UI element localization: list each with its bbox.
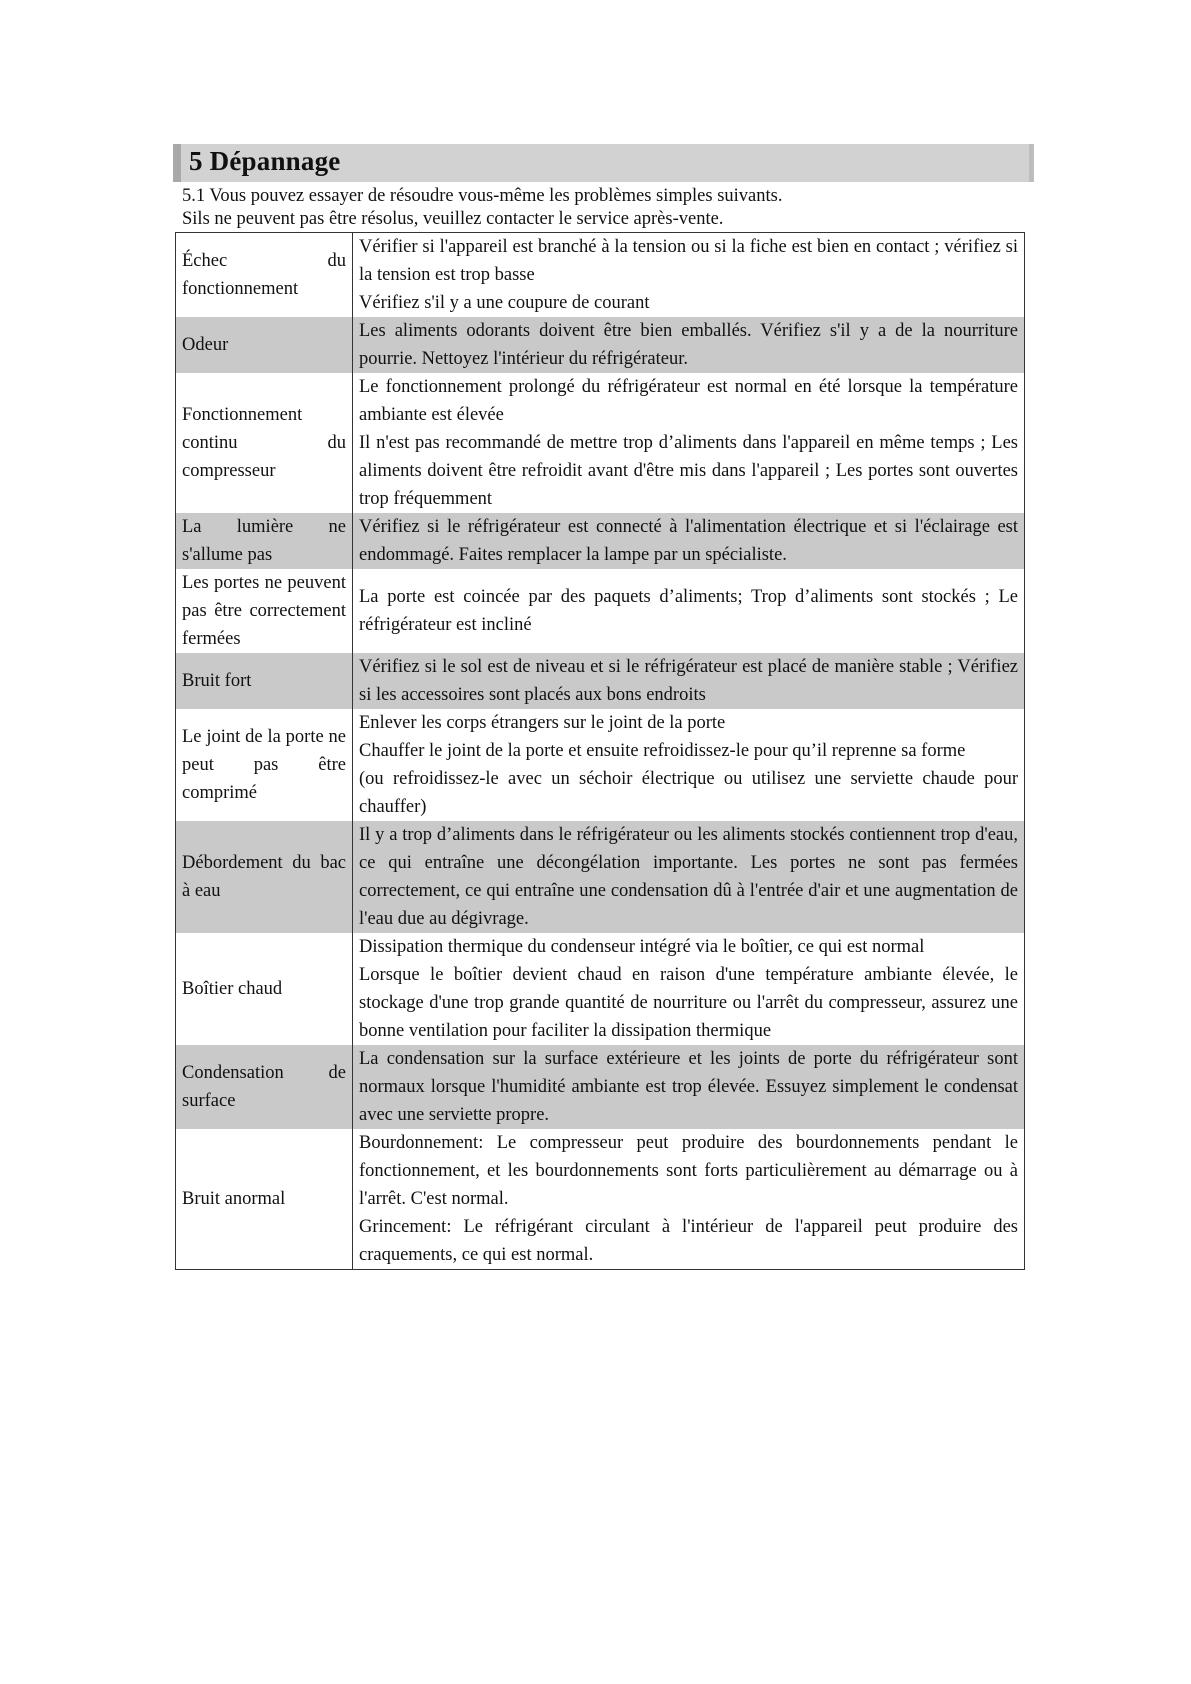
solution-cell [353, 709, 1025, 821]
solution-cell [353, 1129, 1025, 1270]
solution-line: Chauffer le joint de la porte et ensuite refroidissez-le pour qu’il reprenne sa forme [359, 741, 966, 761]
table-row [176, 1129, 1025, 1270]
solution-cell [353, 373, 1025, 513]
problem-cell: Odeur [176, 317, 353, 373]
solution-line: Il n'est pas recommandé de mettre trop d’aliments dans l'appareil en même temps ; Les aliments doivent être refroidit avant d'être mis dans l'appareil ; Les portes sont ouvertes trop fréquemment [359, 433, 1018, 509]
table-row [176, 513, 1025, 569]
table-row [176, 233, 1025, 318]
problem-cell: Les portes ne peuvent pas être correctement fermées [176, 569, 353, 653]
solution-line: Lorsque le boîtier devient chaud en raison d'une température ambiante élevée, le stockage d'une trop grande quantité de nourriture ou l'arrêt du compresseur, assurez une bonne ventilation pour faciliter la dissipation thermique [359, 965, 1018, 1041]
solution-cell [353, 653, 1025, 709]
solution-line: Vérifiez si le sol est de niveau et si le réfrigérateur est placé de manière stable ; Vérifiez si les accessoires sont placés aux bons endroits [359, 657, 1018, 705]
solution-cell [353, 821, 1025, 933]
table-row [176, 653, 1025, 709]
solution-line: Dissipation thermique du condenseur intégré via le boîtier, ce qui est normal [359, 937, 925, 957]
solution-line: Les aliments odorants doivent être bien emballés. Vérifiez s'il y a de la nourriture pourrie. Nettoyez l'intérieur du réfrigérateur. [359, 321, 1018, 369]
solution-line: Vérifiez s'il y a une coupure de courant [359, 293, 650, 313]
troubleshooting-table [175, 232, 1025, 1270]
problem-cell: Fonctionnement continu du compresseur [176, 373, 353, 513]
section-header [173, 144, 1034, 182]
problem-cell: Condensation de surface [176, 1045, 353, 1129]
solution-line: La porte est coincée par des paquets d’aliments; Trop d’aliments sont stockés ; Le réfrigérateur est incliné [359, 587, 1018, 635]
solution-line: Il y a trop d’aliments dans le réfrigérateur ou les aliments stockés contiennent trop d'eau, ce qui entraîne une décongélation importante. Les portes ne sont pas fermées correctement, ce qui entraîne une condensation dû à l'entrée d'air et une augmentation de l'eau due au dégivrage. [359, 825, 1018, 929]
solution-cell [353, 233, 1025, 318]
problem-cell: Débordement du bac à eau [176, 821, 353, 933]
solution-line: Vérifiez si le réfrigérateur est connecté à l'alimentation électrique et si l'éclairage est endommagé. Faites remplacer la lampe par un spécialiste. [359, 517, 1018, 565]
table-row [176, 821, 1025, 933]
solution-cell [353, 317, 1025, 373]
solution-line: Grincement: Le réfrigérant circulant à l'intérieur de l'appareil peut produire des craquements, ce qui est normal. [359, 1217, 1018, 1265]
table-row [176, 1045, 1025, 1129]
solution-line: Le fonctionnement prolongé du réfrigérateur est normal en été lorsque la température ambiante est élevée [359, 377, 1018, 425]
solution-cell [353, 933, 1025, 1045]
solution-line: La condensation sur la surface extérieure et les joints de porte du réfrigérateur sont normaux lorsque l'humidité ambiante est trop élevée. Essuyez simplement le condensat avec une serviette propre. [359, 1049, 1018, 1125]
table-row [176, 709, 1025, 821]
solution-line: (ou refroidissez-le avec un séchoir électrique ou utilisez une serviette chaude pour chauffer) [359, 769, 1018, 817]
intro-line-1: 5.1 Vous pouvez essayer de résoudre vous-même les problèmes simples suivants. [182, 186, 783, 206]
problem-cell: Boîtier chaud [176, 933, 353, 1045]
table-row [176, 569, 1025, 653]
solution-cell [353, 569, 1025, 653]
solution-line: Vérifier si l'appareil est branché à la tension ou si la fiche est bien en contact ; vérifiez si la tension est trop basse [359, 237, 1018, 285]
problem-cell: Le joint de la porte ne peut pas être comprimé [176, 709, 353, 821]
table-row [176, 373, 1025, 513]
solution-line: Bourdonnement: Le compresseur peut produire des bourdonnements pendant le fonctionnement, et les bourdonnements sont forts particulièrement au démarrage ou à l'arrêt. C'est normal. [359, 1133, 1018, 1209]
table-row [176, 933, 1025, 1045]
problem-cell: La lumière ne s'allume pas [176, 513, 353, 569]
solution-cell [353, 1045, 1025, 1129]
intro-line-2: Sils ne peuvent pas être résolus, veuillez contacter le service après-vente. [182, 209, 724, 229]
problem-cell: Bruit anormal [176, 1129, 353, 1270]
problem-cell: Échec du fonctionnement [176, 233, 353, 318]
solution-cell [353, 513, 1025, 569]
solution-line: Enlever les corps étrangers sur le joint de la porte [359, 713, 726, 733]
table-row [176, 317, 1025, 373]
section-title: 5 Dépannage [189, 146, 341, 176]
problem-cell: Bruit fort [176, 653, 353, 709]
